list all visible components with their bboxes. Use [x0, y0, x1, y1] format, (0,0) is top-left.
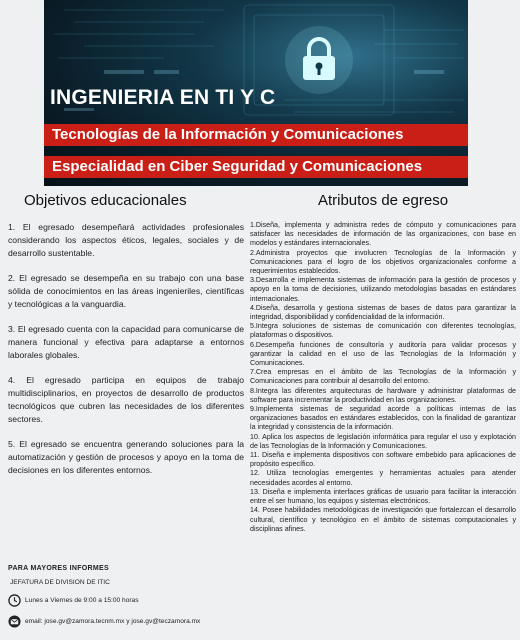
office-hours: Lunes a Viernes de 9:00 a 15:00 horas — [25, 597, 139, 604]
department-name: JEFATURA DE DIVISION DE ITIC — [10, 579, 110, 586]
program-specialty: Especialidad en Ciber Seguridad y Comunicaciones — [44, 156, 468, 178]
objectives-heading: Objetivos educacionales — [24, 192, 187, 209]
attribute-item: 12. Utiliza tecnologías emergentes y herramientas actuales para atender necesidades acordes al entorno. — [250, 469, 516, 487]
objectives-section — [8, 192, 244, 489]
hours-row — [8, 594, 244, 607]
email-row — [8, 615, 244, 628]
program-subtitle: Tecnologías de la Información y Comunicaciones — [44, 124, 468, 146]
attribute-item: 5.Integra soluciones de sistemas de comunicación con diferentes tecnologías, plataformas o dispositivos. — [250, 322, 516, 340]
attribute-item: 14. Posee habilidades metodológicas de investigación que fortalezcan el desarrollo cultural, científico y tecnológico en el ámbito de sistemas computacionales y disciplinas afines. — [250, 506, 516, 533]
attributes-heading: Atributos de egreso — [317, 192, 449, 209]
attribute-item: 2.Administra proyectos que involucren Tecnologías de la Información y Comunicaciones para el logro de los objetivos organizacionales conforme a requerimientos establecidos. — [250, 248, 516, 276]
objective-item: 1. El egresado desempeñará actividades profesionales considerando los aspectos éticos, legales, sociales y de desarrollo sustentable. — [8, 222, 244, 258]
attribute-item: 9.Implementa sistemas de seguridad acorde a políticas internas de las organizaciones basados en estándares establecidos, con la finalidad de garantizar la integridad y consistencia de la información. — [250, 405, 516, 432]
contact-email[interactable]: email: jose.gv@zamora.tecnm.mx y jose.gv@teczamora.mx — [25, 618, 201, 625]
objective-item: 3. El egresado cuenta con la capacidad para comunicarse de manera funcional y efectiva para adaptarse a entornos laborales globales. — [8, 324, 244, 360]
attributes-section — [250, 192, 516, 534]
clock-icon — [8, 594, 21, 607]
attribute-item: 11. Diseña e implementa dispositivos con software embebido para aplicaciones de propósito específico. — [250, 451, 516, 469]
header-banner — [44, 0, 468, 186]
contact-heading: PARA MAYORES INFORMES — [8, 565, 109, 572]
attribute-item: 4.Diseña, desarrolla y gestiona sistemas de bases de datos para garantizar la integridad, disponibilidad y confidencialidad de la información. — [250, 303, 516, 322]
objective-item: 2. El egresado se desempeña en su trabajo con una base sólida de conocimientos en las áreas ingenieriles, científicas y tecnológicas a la vanguardia. — [8, 273, 244, 309]
attribute-item: 3.Desarrolla e implementa sistemas de información para la gestión de procesos y apoyo en la toma de decisiones, utilizando metodologías basadas en estándares internacionales. — [250, 276, 516, 303]
padlock-icon — [299, 36, 339, 82]
attribute-item: 10. Aplica los aspectos de legislación informática para regular el uso y explotación de las Tecnologías de la Información y Comunicaciones. — [250, 432, 516, 450]
attribute-item: 1.Diseña, implementa y administra redes de cómputo y comunicaciones para satisfacer las necesidades de información de las organizaciones, con base en modelos y estándares internacionales. — [250, 221, 516, 248]
attribute-item: 13. Diseña e implementa interfaces gráficas de usuario para facilitar la interacción entre el ser humano, los equipos y sistemas electrónicos. — [250, 487, 516, 506]
attribute-item: 8.Integra las diferentes arquitecturas de hardware y administrar plataformas de software para incrementar la productividad en las organizaciones. — [250, 386, 516, 404]
program-title: INGENIERIA EN TI Y C — [50, 86, 276, 109]
contact-section — [8, 565, 244, 628]
objective-item: 4. El egresado participa en equipos de trabajo multidisciplinarios, en proyectos de desarrollo de productos tecnológicos que cubren las necesidades de los diferentes sectores. — [8, 375, 244, 424]
attribute-item: 6.Desempeña funciones de consultoría y auditoría para validar procesos y garantizar la calidad en el uso de las Tecnologías de la Información y Comunicaciones. — [250, 340, 516, 368]
attribute-item: 7.Crea empresas en el ámbito de las Tecnologías de la Información y Comunicaciones para contribuir al desarrollo del entorno. — [250, 368, 516, 386]
objective-item: 5. El egresado se encuentra generando soluciones para la automatización y gestión de procesos y apoyo en la toma de decisiones en los diferentes entornos. — [8, 439, 244, 475]
email-icon — [8, 615, 21, 628]
